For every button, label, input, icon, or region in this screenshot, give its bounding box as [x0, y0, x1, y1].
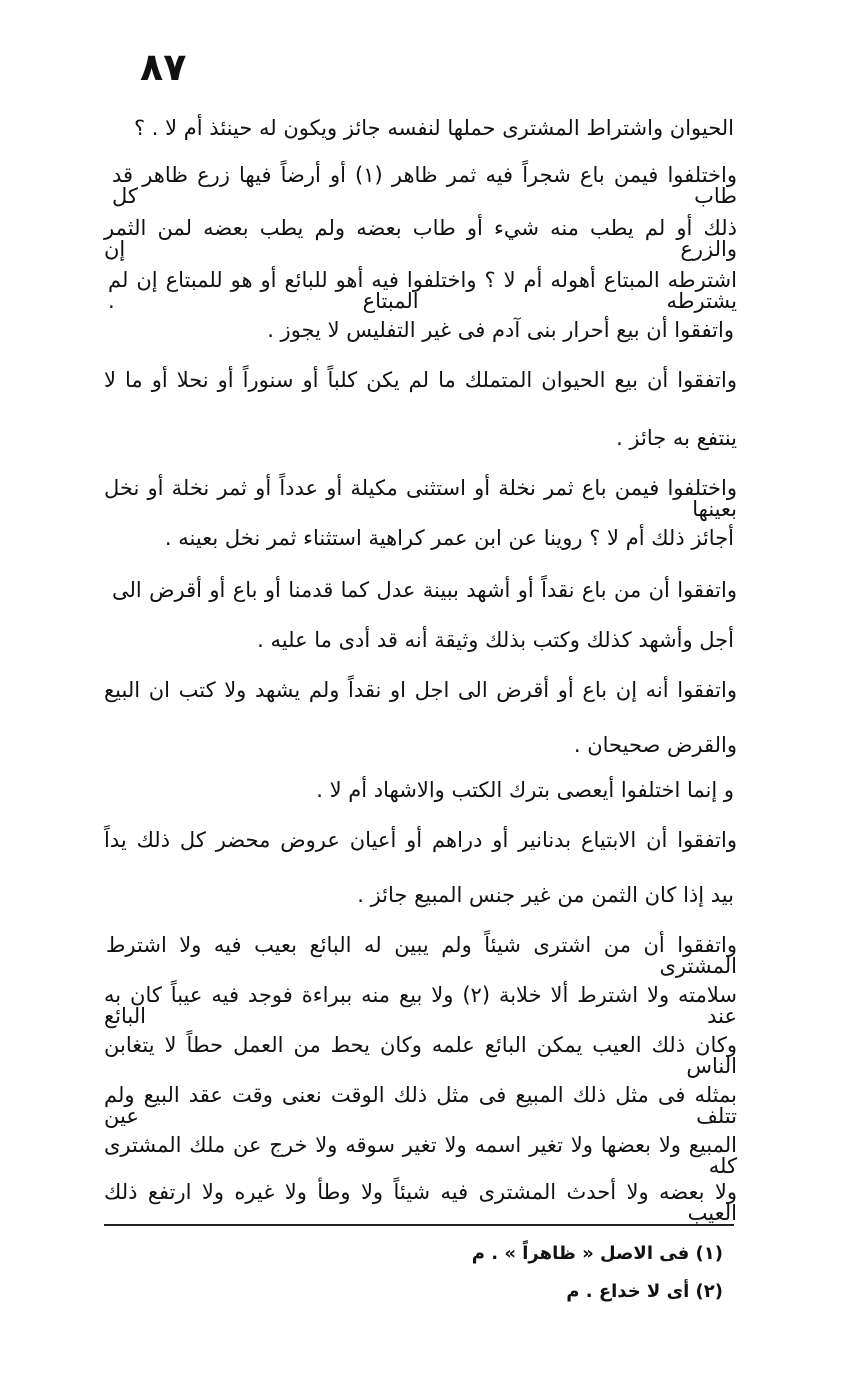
text-line: واتفقوا أن بيع أحرار بنى آدم فى غير التفليس لا يجوز .: [267, 318, 734, 342]
text-line: واختلفوا فيمن باع ثمر نخلة أو استثنى مكيلة أو عدداً أو ثمر نخلة أو نخل بعينها: [104, 476, 737, 521]
footnote: (٢) أى لا خداع . م: [566, 1281, 723, 1302]
text-line: بيد إذا كان الثمن من غير جنس المبيع جائز .: [357, 883, 734, 907]
text-line: أجائز ذلك أم لا ؟ روينا عن ابن عمر كراهية استثناء ثمر نخل بعينه .: [164, 526, 734, 550]
text-line: واتفقوا أن بيع الحيوان المتملك ما لم يكن كلباً أو سنوراً أو نحلا أو ما لا: [104, 368, 737, 392]
footnote: (١) فى الاصل « ظاهراً » . م: [471, 1243, 723, 1264]
page-number: ٨٧: [140, 45, 187, 89]
text-line: واتفقوا أن الابتياع بدنانير أو دراهم أو أعيان عروض محضر كل ذلك يداً: [104, 828, 737, 852]
text-line: ذلك أو لم يطب منه شيء أو طاب بعضه ولم يطب بعضه لمن الثمر والزرع إن: [104, 216, 737, 261]
text-line: واتفقوا أنه إن باع أو أقرض الى اجل او نقداً ولم يشهد ولا كتب ان البيع: [104, 678, 737, 702]
text-line: أجل وأشهد كذلك وكتب بذلك وثيقة أنه قد أدى ما عليه .: [257, 628, 734, 652]
text-line: و إنما اختلفوا أيعصى بترك الكتب والاشهاد أم لا .: [316, 778, 734, 802]
text-line: بمثله فى مثل ذلك المبيع فى مثل ذلك الوقت نعنى وقت عقد البيع ولم تتلف عين: [104, 1083, 737, 1128]
text-line: والقرض صحيحان .: [573, 733, 737, 757]
text-line: الحيوان واشتراط المشترى حملها لنفسه جائز ويكون له حينئذ أم لا . ؟: [133, 116, 734, 140]
text-line: وكان ذلك العيب يمكن البائع علمه وكان يحط من العمل حطاً لا يتغابن الناس: [104, 1033, 737, 1078]
text-line: ولا بعضه ولا أحدث المشترى فيه شيئاً ولا وطأ ولا غيره ولا ارتفع ذلك العيب: [104, 1180, 737, 1225]
footnote-separator: [104, 1224, 734, 1226]
text-line: اشترطه المبتاع أهوله أم لا ؟ واختلفوا فيه أهو للبائع أو هو للمبتاع إن لم يشترطه المبتاع .: [108, 268, 737, 313]
text-line: المبيع ولا بعضها ولا تغير اسمه ولا تغير سوقه ولا خرج عن ملك المشترى كله: [104, 1133, 737, 1178]
text-line: واتفقوا أن من اشترى شيئاً ولم يبين له البائع بعيب فيه ولا اشترط المشترى: [106, 933, 737, 978]
text-line: واختلفوا فيمن باع شجراً فيه ثمر ظاهر (١) أو أرضاً فيها زرع ظاهر قد طاب كل: [112, 163, 737, 208]
text-line: سلامته ولا اشترط ألا خلابة (٢) ولا بيع منه ببراءة فوجد فيه عيباً كان به عند البائع: [104, 983, 738, 1028]
text-line: واتفقوا أن من باع نقداً أو أشهد ببينة عدل كما قدمنا أو باع أو أقرض الى: [112, 578, 737, 602]
text-line: ينتفع به جائز .: [616, 426, 737, 450]
